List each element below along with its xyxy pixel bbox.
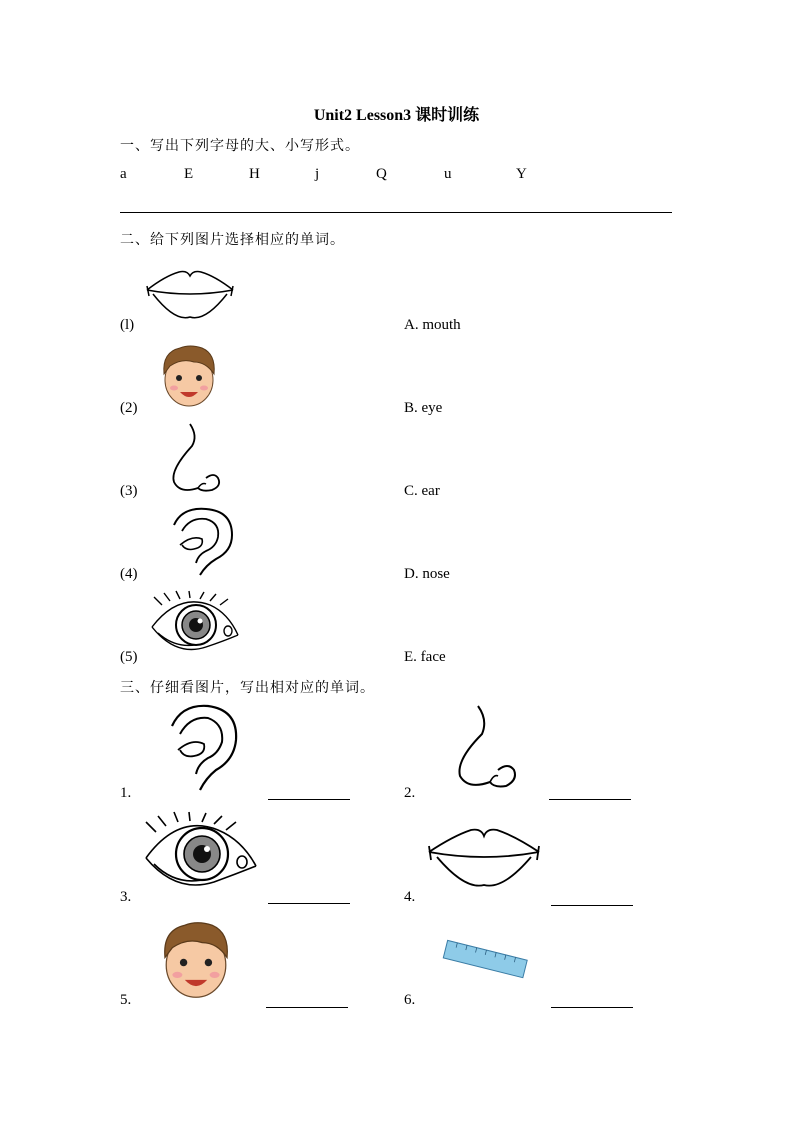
ear-picture [166,702,242,794]
item-number: 6. [404,992,416,1008]
mouth-picture [427,824,541,890]
ruler-picture [440,938,530,982]
word-option: E. face [404,649,446,665]
word-option: A. mouth [404,317,461,333]
eye-picture [148,591,244,657]
face-picture [160,344,218,408]
item-number: (l) [120,317,135,333]
item-number: 5. [120,992,132,1008]
letter-item: Y [516,166,527,182]
word-option: D. nose [404,566,450,582]
section-3-heading: 三、仔细看图片，写出相对应的单词。 [120,680,375,696]
answer-blank[interactable] [551,889,633,906]
answer-blank[interactable] [268,783,350,800]
answer-blank[interactable] [266,991,348,1008]
item-number: 2. [404,785,416,801]
answer-line [120,212,672,213]
face-picture [160,920,232,1000]
item-number: (3) [120,483,138,499]
nose-picture [168,422,224,494]
section-2-heading: 二、给下列图片选择相应的单词。 [120,232,345,248]
item-number: 3. [120,889,132,905]
eye-picture [142,812,262,894]
word-option: B. eye [404,400,443,416]
item-number: 1. [120,785,132,801]
letter-item: Q [376,166,387,182]
item-number: (4) [120,566,138,582]
letter-item: H [249,166,260,182]
page-title: Unit2 Lesson3 课时训练 [313,107,480,124]
item-number: (5) [120,649,138,665]
mouth-picture [145,266,235,322]
letter-item: E [184,166,194,182]
answer-blank[interactable] [551,991,633,1008]
item-number: 4. [404,889,416,905]
letter-item: a [120,166,127,182]
letter-item: j [315,166,320,182]
word-option: C. ear [404,483,440,499]
item-number: (2) [120,400,138,416]
letter-item: u [444,166,452,182]
answer-blank[interactable] [549,783,631,800]
answer-blank[interactable] [268,887,350,904]
section-1-heading: 一、写出下列字母的大、小写形式。 [120,138,360,154]
nose-picture [452,704,520,790]
ear-picture [168,505,238,579]
